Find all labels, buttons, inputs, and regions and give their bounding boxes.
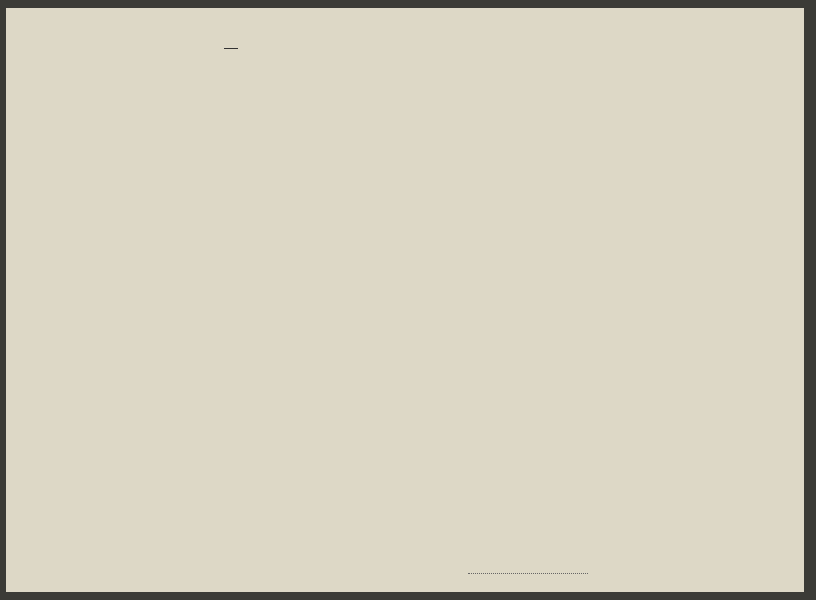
document-title <box>224 42 238 52</box>
document-page <box>6 8 804 592</box>
